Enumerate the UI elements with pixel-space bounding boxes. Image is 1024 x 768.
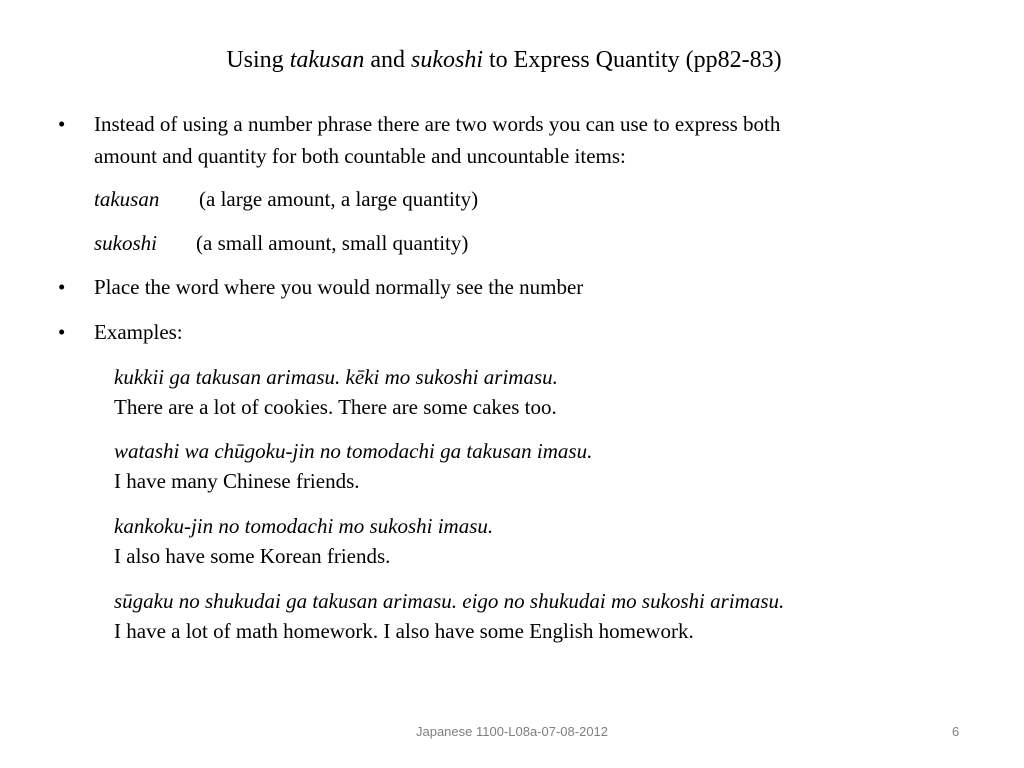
term-takusan xyxy=(94,184,479,214)
example-japanese: kukkii ga takusan arimasu. kēki mo sukoshi arimasu. xyxy=(114,365,558,389)
example-english: I also have some Korean friends. xyxy=(114,544,391,568)
bullet-dot: • xyxy=(58,320,66,344)
example-2 xyxy=(114,436,592,496)
example-3 xyxy=(114,511,493,571)
example-1 xyxy=(114,362,558,422)
bullet-1-line-2: amount and quantity for both countable and uncountable items: xyxy=(94,144,626,168)
title-prefix: Using xyxy=(226,47,290,73)
term-gloss: (a large amount, a large quantity) xyxy=(199,187,479,211)
footer-label: Japanese 1100-L08a-07-08-2012 xyxy=(415,724,609,739)
title-mid: and xyxy=(364,47,412,73)
slide-number: 6 xyxy=(952,724,960,739)
term-word: sukoshi xyxy=(94,231,157,255)
example-japanese: kankoku-jin no tomodachi mo sukoshi imasu. xyxy=(114,514,494,538)
title-suffix: to Express Quantity (pp82-83) xyxy=(483,47,782,73)
example-japanese: sūgaku no shukudai ga takusan arimasu. eigo no shukudai mo sukoshi arimasu. xyxy=(114,589,785,613)
slide-title xyxy=(0,44,1008,76)
bullet-dot: • xyxy=(58,112,66,136)
bullet-2-text: Place the word where you would normally see the number xyxy=(94,275,584,299)
example-japanese: watashi wa chūgoku-jin no tomodachi ga takusan imasu. xyxy=(114,439,593,463)
example-english: There are a lot of cookies. There are some cakes too. xyxy=(114,395,557,419)
term-word: takusan xyxy=(94,187,160,211)
term-sukoshi xyxy=(94,228,469,258)
title-word-takusan: takusan xyxy=(289,47,365,73)
bullet-1-line-1: Instead of using a number phrase there are two words you can use to express both xyxy=(94,112,781,136)
term-gloss: (a small amount, small quantity) xyxy=(196,231,469,255)
title-word-sukoshi: sukoshi xyxy=(411,47,484,73)
bullet-dot: • xyxy=(58,275,66,299)
bullet-3-text: Examples: xyxy=(94,320,183,344)
example-english: I have many Chinese friends. xyxy=(114,469,360,493)
example-english: I have a lot of math homework. I also have some English homework. xyxy=(114,619,694,643)
example-4 xyxy=(114,586,784,646)
